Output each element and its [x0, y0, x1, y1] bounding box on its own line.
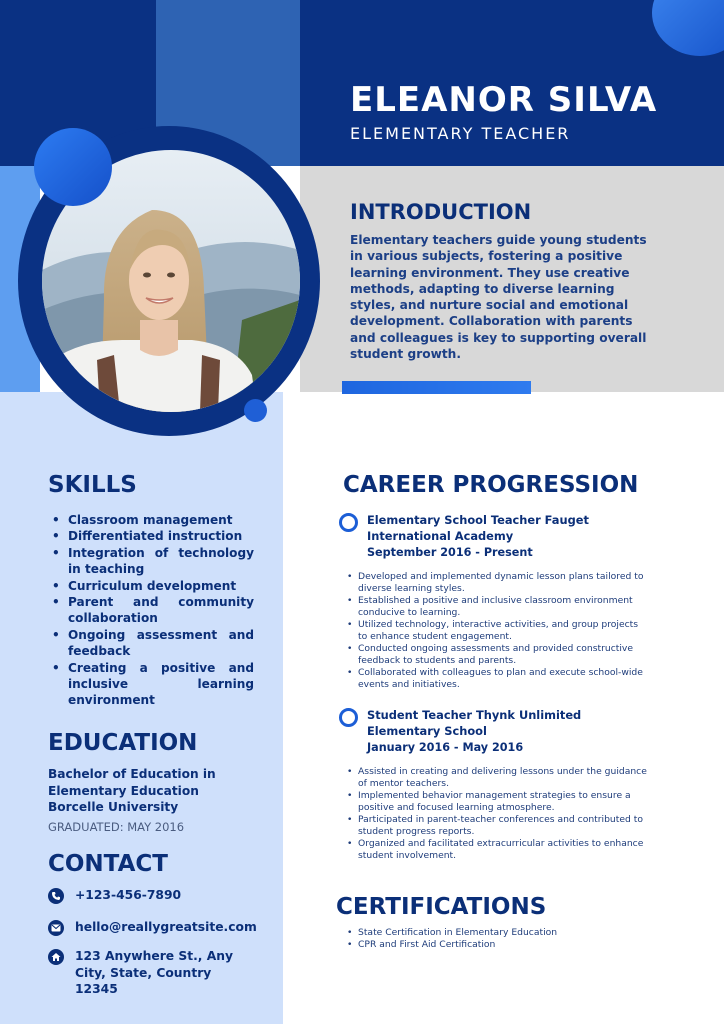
phone-icon [48, 888, 64, 904]
degree-line: Bachelor of Education in [48, 767, 216, 781]
job-bullet: • Implemented behavior management strategies to ensure a positive and focused learning atmosphere. [346, 790, 650, 814]
resume-job-title: ELEMENTARY TEACHER [350, 124, 571, 143]
mail-icon [48, 920, 64, 936]
contact-phone[interactable]: +123-456-7890 [75, 888, 182, 902]
introduction-heading: INTRODUCTION [350, 200, 532, 224]
job-title: Elementary School Teacher Fauget International Academy [367, 513, 589, 543]
skills-list [52, 512, 254, 709]
job-bullet: • Conducted ongoing assessments and provided constructive feedback to students and parents. [346, 643, 650, 667]
contact-heading: CONTACT [48, 851, 168, 877]
skill-item: • Integration of technology in teaching [52, 545, 254, 578]
skill-item: • Parent and community collaboration [52, 594, 254, 627]
timeline-circle-icon [339, 708, 358, 727]
skill-item: • Differentiated instruction [52, 528, 254, 544]
decorative-circle-small [244, 399, 267, 422]
job-bullet: • Established a positive and inclusive classroom environment conducive to learning. [346, 595, 650, 619]
timeline-circle-icon [339, 513, 358, 532]
job-bullet: • Assisted in creating and delivering lessons under the guidance of mentor teachers. [346, 766, 650, 790]
certifications-heading: CERTIFICATIONS [336, 894, 547, 920]
skill-item: • Ongoing assessment and feedback [52, 627, 254, 660]
education-degree [48, 766, 268, 816]
job-bullets [346, 766, 650, 862]
career-heading: CAREER PROGRESSION [343, 472, 639, 498]
skill-item: • Curriculum development [52, 578, 254, 594]
degree-line: Elementary Education [48, 783, 199, 798]
contact-email-row [48, 919, 275, 936]
job-bullet: • Organized and facilitated extracurricular activities to enhance student involvement. [346, 838, 650, 862]
skills-heading: SKILLS [48, 472, 137, 498]
decorative-circle-large [34, 128, 112, 206]
introduction-accent-bar [342, 381, 531, 394]
contact-email[interactable]: hello@reallygreatsite.com [75, 920, 257, 934]
school-name: Borcelle University [48, 800, 179, 814]
job-bullet: • Participated in parent-teacher conferences and contributed to student progress reports. [346, 814, 650, 838]
job-bullets [346, 571, 650, 691]
certification-item: • State Certification in Elementary Education [346, 927, 650, 939]
job-bullet: • Developed and implemented dynamic lesson plans tailored to diverse learning styles. [346, 571, 650, 595]
home-icon [48, 949, 64, 965]
job-bullet: • Utilized technology, interactive activities, and group projects to enhance student engagement. [346, 619, 650, 643]
job-dates: September 2016 - Present [367, 546, 533, 559]
certification-item: • CPR and First Aid Certification [346, 939, 650, 951]
skill-item: • Classroom management [52, 512, 254, 528]
contact-phone-row [48, 887, 275, 904]
education-heading: EDUCATION [48, 730, 198, 756]
job-title: Student Teacher Thynk Unlimited Elementary School [367, 708, 582, 738]
job-bullet: • Collaborated with colleagues to plan and execute school-wide events and initiatives. [346, 667, 650, 691]
certifications-list [346, 927, 650, 951]
graduation-date: GRADUATED: MAY 2016 [48, 820, 185, 834]
resume-name: ELEANOR SILVA [350, 80, 658, 120]
skill-item: • Creating a positive and inclusive learning environment [52, 660, 254, 709]
contact-address-row [48, 948, 255, 998]
job-dates: January 2016 - May 2016 [367, 741, 524, 754]
contact-address: 123 Anywhere St., Any City, State, Country 12345 [75, 949, 234, 996]
introduction-text: Elementary teachers guide young students in various subjects, fostering a positive learning environment. They use creative methods, adapting to diverse learning styles, and nurture social and emotional development. Collaboration with parents and colleagues is key to supporting overall student growth. [350, 233, 647, 362]
